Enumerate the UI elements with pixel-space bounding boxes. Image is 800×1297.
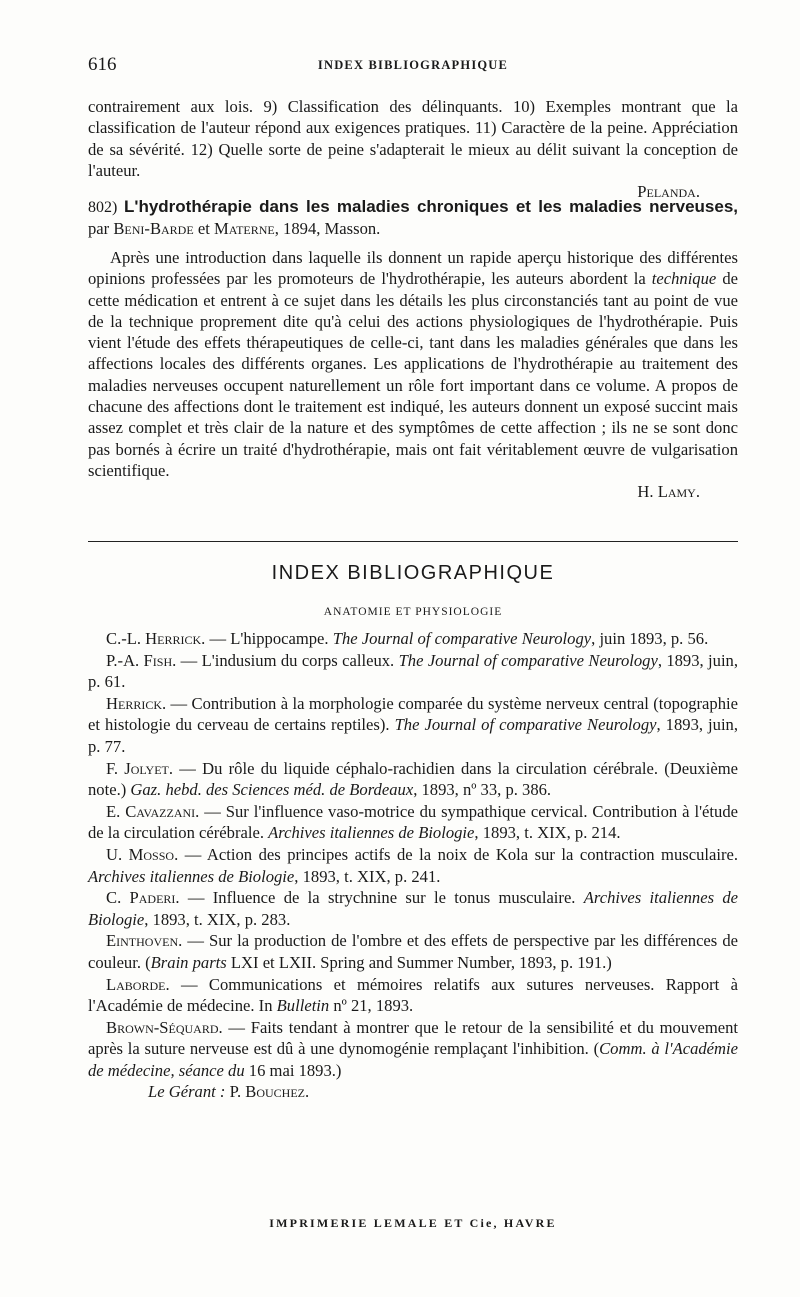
entry-journal: The Journal of comparative Neurology [394,715,657,735]
entry-rest: , 1893, t. XIX, p. 214. [474,823,621,843]
review-body-part-2: de cette médication et entrent à ce sujet dans les détails les plus circonstanciés tant au point de vue de la technique proprement dite qu'à celui des actions physiologiques de l'hydrothérapie. Puis vient l'étude des effets thérapeutiques de celle-ci, tant dans les maladies générales que dans les affections locales des différents organes. Les applications de l'hydrothérapie au traitement des maladies nerveuses occupent naturellement un rôle fort important dans ce volume. A propos de chacune des affections dont le traitement est indiqué, les auteurs donnent un exposé succint mais assez complet et très clair de la nature et des symptômes de cette affection ; ils ne se sont donc pas bornés à écrire un traité d'hydrothérapie, mais ont fait véritablement œuvre de vulgarisation scientifique. [88,269,738,480]
bibliography-entry [88,628,738,650]
entry-author: E. Cavazzani. [106,801,200,821]
entry-rest: , 1893, t. XIX, p. 283. [144,909,291,929]
entry-text: — Sur l'influence vaso-motrice du sympathique cervical. Contribution à l'étude de la circulation cérébrale. [88,801,738,843]
review-title: L'hydrothérapie dans les maladies chroniques et les maladies nerveuses, [124,197,738,216]
entry-author: C.-L. Herrick. [106,629,206,648]
review-body-italic: technique [651,269,717,289]
bibliography-entry [88,801,738,844]
entry-rest: , 1893, juin, p. 61. [88,650,739,692]
entry-author: Laborde. [106,974,170,994]
entry-text: — Faits tendant à montrer que le retour de la sensibilité et du mouvement après la suture nerveuse est dû à une dynomogénie remplaçant l'inhibition. ( [88,1017,738,1059]
gerant-label: Le Gérant : [148,1082,226,1102]
entry-rest: , 1893, juin, p. 77. [88,715,739,756]
entry-author: Herrick. [106,693,167,713]
section-divider [88,541,738,542]
entry-rest: LXI et LXII. Spring and Summer Number, 1893, p. 191.) [226,952,612,972]
review-and: et [197,219,210,238]
entry-journal: Archives italiennes de Biologie [268,823,475,843]
entry-author: F. Jolyet. [106,758,174,778]
page-number: 616 [88,54,117,75]
gerant-name: P. Bouchez. [229,1082,310,1102]
review-publication: , 1894, Masson. [274,219,381,238]
entry-text: — L'indusium du corps calleux. [176,650,399,670]
entry-journal: Archives italiennes de Biologie [88,866,295,886]
entry-rest: 16 mai 1893.) [244,1060,342,1080]
entry-author: P.-A. Fish. [106,650,177,670]
carryover-signature: Pelanda. [637,182,700,202]
entry-journal: Brain parts [150,952,227,972]
bibliography-list [88,628,738,1103]
review-signature: H. Lamy. [637,482,700,502]
printer-imprint: IMPRIMERIE LEMALE ET Cie, HAVRE [269,1216,557,1230]
bibliography-entry [88,974,738,1017]
bibliography-entry [88,844,738,887]
entry-text: — Du rôle du liquide céphalo-rachidien dans la circulation cérébrale. (Deuxième note.) [88,758,738,800]
entry-journal: The Journal of comparative Neurology [398,650,658,670]
bibliography-entry [88,1017,738,1082]
bibliography-entry [88,887,738,930]
bibliography-entry [88,758,738,801]
entry-text: — Contribution à la morphologie comparée du système nerveux central (topographie et histologie du cerveau de certains reptiles). [88,693,738,735]
running-title: INDEX BIBLIOGRAPHIQUE [317,58,509,72]
entry-text: — Action des principes actifs de la noix de Kola sur la contraction musculaire. [178,844,738,864]
entry-author: C. Paderi. [106,888,180,908]
entry-journal: Comm. à l'Académie de médecine, séance du [88,1039,738,1080]
section-heading: ANATOMIE ET PHYSIOLOGIE [323,606,503,618]
review-body [88,247,738,503]
bibliography-entry [88,693,738,758]
entry-journal: Bulletin [276,996,330,1016]
review-author-2: Materne [213,219,275,238]
entry-text: — Communications et mémoires relatifs aux sutures nerveuses. Rapport à l'Académie de médecine. In [88,974,738,1016]
entry-text: — L'hippocampe. [205,629,333,648]
carryover-paragraph [88,96,738,202]
gerant-line [88,1081,738,1103]
entry-text: — Influence de la strychnine sur le tonus musculaire. [179,888,584,908]
entry-author: U. Mosso. [106,844,179,864]
entry-journal: The Journal of comparative Neurology [332,629,592,648]
bibliography-entry [88,650,738,693]
review-by: par [88,219,110,238]
entry-rest: nº 21, 1893. [329,996,414,1016]
review-heading [88,196,738,239]
review-author-1: Beni-Barde [113,219,194,238]
entry-rest: , juin 1893, p. 56. [591,629,709,648]
entry-author: Einthoven. [106,931,183,951]
review-entry [88,196,738,503]
entry-rest: , 1893, t. XIX, p. 241. [294,866,441,886]
entry-text: — Sur la production de l'ombre et des effets de perspective par les différences de couleur. ( [88,931,738,972]
entry-journal: Archives italiennes de Biologie [88,888,738,929]
entry-author: Brown-Séquard. [106,1017,223,1037]
review-number: 802) [88,199,118,216]
bibliography-entry [88,930,738,973]
index-title: INDEX BIBLIOGRAPHIQUE [271,562,555,584]
entry-rest: , 1893, nº 33, p. 386. [413,780,552,800]
page-header [88,54,738,78]
carryover-text: contrairement aux lois. 9) Classification des délinquants. 10) Exemples montrant que la classification de l'auteur répond aux exigences pratiques. 11) Caractère de la peine. Appréciation de sa sévérité. 12) Quelle sorte de peine s'adapterait le mieux au délit suivant la conception de l'auteur. [88,97,738,180]
entry-journal: Gaz. hebd. des Sciences méd. de Bordeaux [130,780,414,800]
review-body-part-1: Après une introduction dans laquelle ils donnent un rapide aperçu historique des différentes opinions professées par les promoteurs de l'hydrothérapie, les auteurs abordent la [88,248,738,289]
